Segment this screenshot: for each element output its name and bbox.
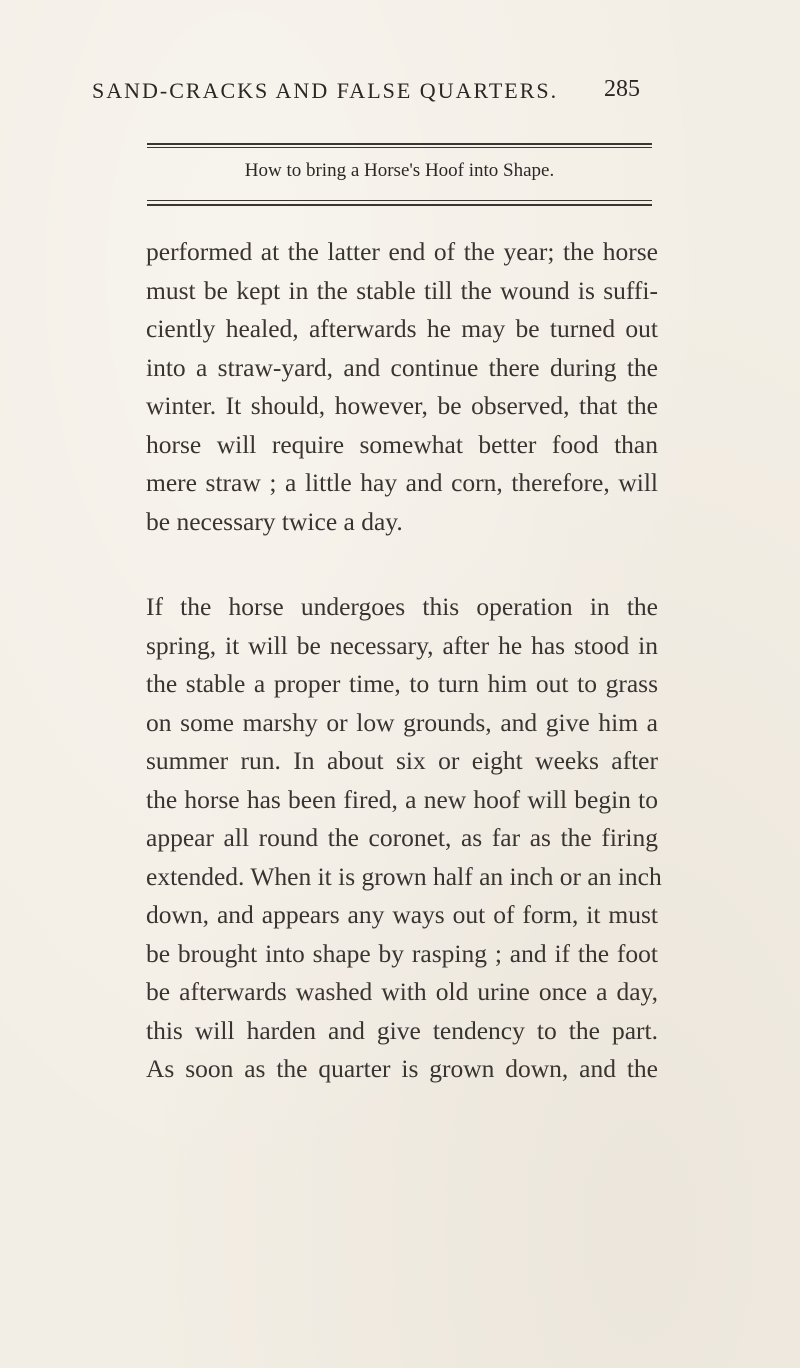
text-line: extended. When it is grown half an inch or an inch	[146, 861, 662, 891]
header-rule-bottom	[147, 204, 652, 206]
paragraph-gap	[146, 541, 658, 588]
header-rule-top-thin	[147, 147, 652, 148]
text-line: be necessary twice a day.	[146, 506, 403, 536]
text-line: appear all round the coronet, as far as the firing	[146, 823, 658, 852]
text-line: be brought into shape by rasping ; and if the foot	[146, 938, 658, 968]
text-line: the horse has been fired, a new hoof will begin to	[146, 784, 658, 814]
text-line: into a straw-yard, and continue there during the	[146, 352, 658, 382]
text-line: As soon as the quarter is grown down, and the	[146, 1054, 658, 1083]
header-rule-bottom-thin	[147, 200, 652, 201]
text-line: spring, it will be necessary, after he has stood in	[146, 630, 658, 660]
text-line: down, and appears any ways out of form, it must	[146, 900, 658, 929]
text-line: horse will require somewhat better food than	[146, 429, 658, 459]
text-line: the stable a proper time, to turn him out to grass	[146, 669, 658, 698]
text-line: must be kept in the stable till the wound is suffi-	[146, 275, 658, 305]
section-subhead: How to bring a Horse's Hoof into Shape.	[244, 160, 555, 181]
text-line: this will harden and give tendency to the part.	[146, 1015, 658, 1045]
text-line: summer run. In about six or eight weeks after	[146, 746, 658, 775]
header-rule-top	[147, 143, 652, 145]
text-line: If the horse undergoes this operation in the	[146, 592, 658, 621]
running-head	[92, 78, 652, 104]
text-line: mere straw ; a little hay and corn, therefore, will	[146, 468, 658, 497]
running-head-title: SAND-CRACKS AND FALSE QUARTERS.	[92, 78, 559, 103]
text-line: ciently healed, afterwards he may be turned out	[146, 314, 658, 343]
text-line: be afterwards washed with old urine once a day,	[146, 977, 658, 1006]
paragraph-1	[146, 233, 658, 541]
body-text	[146, 233, 662, 1089]
page-number: 285	[604, 76, 640, 102]
text-line: on some marshy or low grounds, and give him a	[146, 707, 658, 737]
text-line: performed at the latter end of the year; the horse	[146, 237, 658, 266]
text-line: winter. It should, however, be observed, that the	[146, 391, 658, 420]
paragraph-2	[146, 588, 662, 1089]
